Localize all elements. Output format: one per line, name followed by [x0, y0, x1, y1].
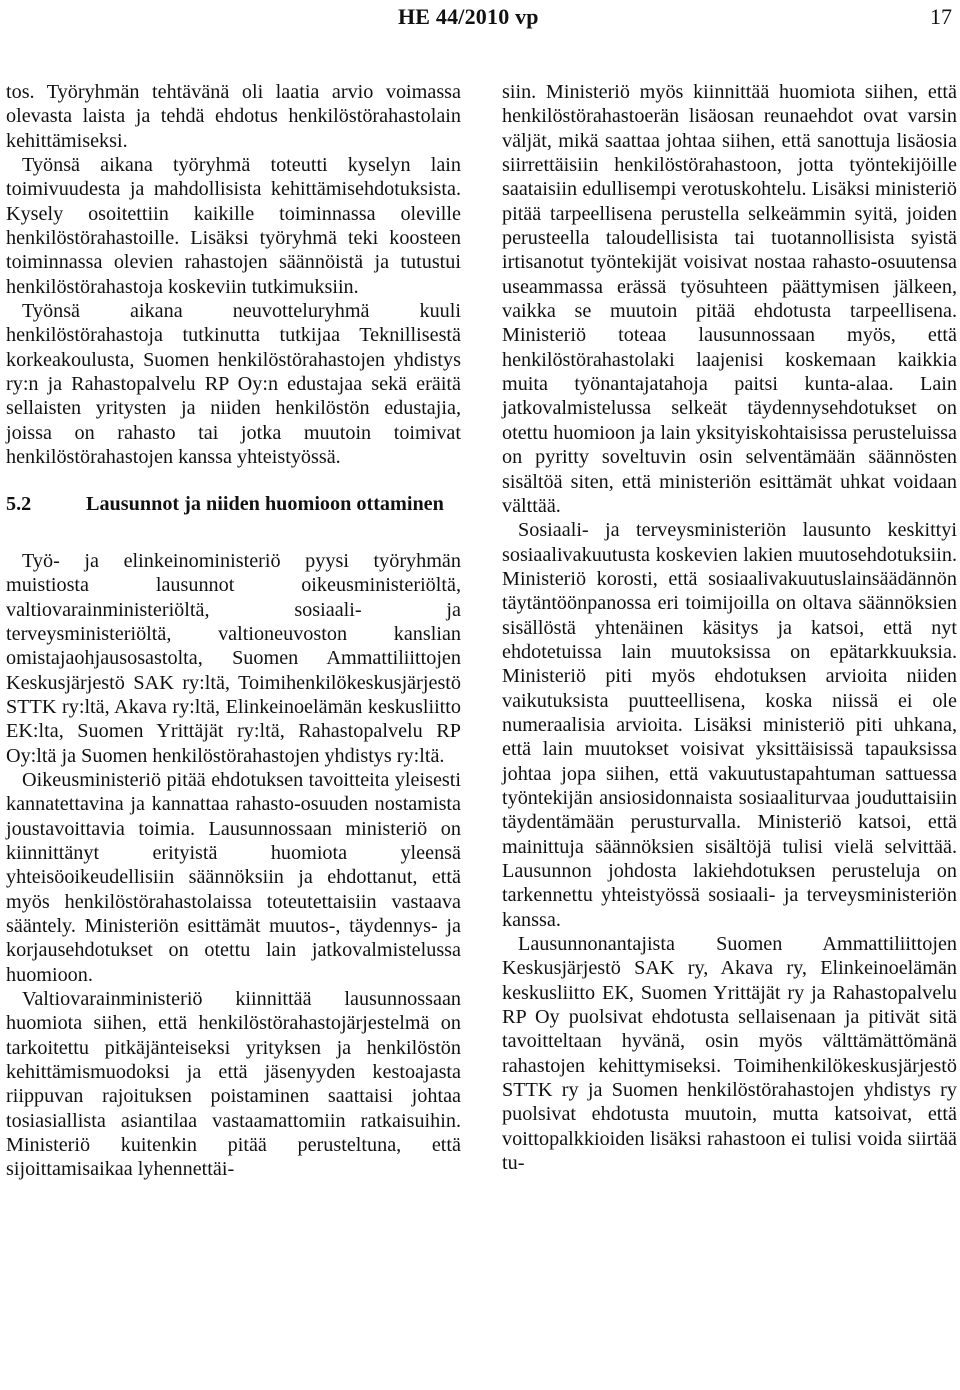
paragraph: Työ- ja elinkeinoministeriö pyysi työryhmän muistiosta lausunnot oikeusministeriöltä, valtiovarainministeriöltä, sosiaali- ja terveysministeriöltä, valtioneuvoston kanslian omistajaohjausosastolta, Suomen Ammattiliittojen Keskusjärjestö SAK ry:ltä, Toimihenkilökeskusjärjestö STTK ry:ltä, Akava ry:ltä, Elinkeinoelämän keskusliitto EK:lta, Suomen Yrittäjät ry:ltä, Rahastopalvelu RP Oy:ltä ja Suomen henkilöstörahastojen yhdistys ry:ltä.: [6, 549, 461, 767]
paragraph: Työnsä aikana neuvotteluryhmä kuuli henkilöstörahastoja tutkinutta tutkijaa Teknillisestä korkeakoulusta, Suomen henkilöstörahastojen yhdistys ry:n ja Rahastopalvelu RP Oy:n edustajaa sekä eräitä sellaisten yritysten ja niiden henkilöstön edustajia, joissa on rahasto tai jotka muutoin toimivat henkilöstörahastojen kanssa yhteistyössä.: [6, 300, 461, 469]
left-column: [6, 80, 461, 1182]
paragraph: Oikeusministeriö pitää ehdotuksen tavoitteita yleisesti kannatettavina ja kannattaa rahasto-osuuden nostamista joustavoittavia toimia. Lausunnossaan ministeriö on kiinnittänyt erityistä huomiota yleensä yhteisöoikeudellisiin säännöksiin ja ehdottanut, että myös henkilöstörahastolaissa toteutettaisiin vastaava sääntely. Ministeriön esittämät muutos-, täydennys- ja korjausehdotukset on otettu lain jatkovalmistelussa huomioon.: [6, 768, 461, 986]
section-heading: [6, 492, 461, 516]
page-header: [0, 0, 960, 40]
paragraph: Sosiaali- ja terveysministeriön lausunto keskittyi sosiaalivakuutusta koskevien lakien muutosehdotuksiin. Ministeriö korosti, että sosiaalivakuutuslainsäädännön täytäntöönpanossa eri toimijoilla on oltava säännöksien sisällöstä yhtenäinen käsitys ja katsoi, että nyt ehdotetuissa lain muutoksissa on epätarkkuuksia. Ministeriö piti myös ehdotuksen arvioita niiden vaikutuksista puutteellisena, koska niissä ei ole numeraalisia arvioita. Lisäksi ministeriö piti uhkana, että lain muutokset voisivat yksittäisissä tapauksissa johtaa jopa siihen, että vakuutustapahtuman sattuessa työntekijän ansiosidonnaista sosiaaliturvaa jouduttaisiin täydentämään perusturvalla. Ministeriö katsoi, että mainittuja säännöksien sisältöjä tulisi vielä selvittää. Lausunnon johdosta lakiehdotuksen perusteluja on tarkennettu yhteistyössä sosiaali- ja terveysministeriön kanssa.: [502, 519, 957, 931]
paragraph: siin. Ministeriö myös kiinnittää huomiota siihen, että henkilöstörahastoerän lisäosan reunaehdot ovat varsin väljät, mikä saattaa johtaa siihen, että sanottuja lisäosia siirrettäisiin henkilöstörahastoon, jotta työntekijöille saataisiin edullisempi verotuskohtelu. Lisäksi ministeriö pitää tarpeellisena perustella selkeämmin syitä, joiden perusteella taloudellisista tai tuotannollisista syistä irtisanotut työntekijät voisivat nostaa rahasto-osuutensa useammassa erässä työsuhteen päättymisen jälkeen, vaikka se muutoin pitää ehdotusta tarpeellisena. Ministeriö toteaa lausunnossaan myös, että henkilöstörahastolaki laajenisi koskemaan kaikkia muita työnantajatahoja paitsi kunta-alaa. Lain jatkovalmistelussa selkeät täydennysehdotukset on otettu huomioon ja lain yksityiskohtaisissa perusteluissa on pyritty soveltuvin osin selventämään säännösten sisältöä siten, että ministeriön esittämät uhkat voidaan välttää.: [502, 81, 957, 517]
paragraph: Valtiovarainministeriö kiinnittää lausunnossaan huomiota siihen, että henkilöstörahastojärjestelmä on tarkoitettu pitkäjänteiseksi yrityksen ja henkilöstön kehittämismuodoksi ja että jäsenyyden kestoajasta riippuvan rajoituksen poistaminen saattaisi johtaa tosiasiallista asiantilaa vastaamattomiin ratkaisuihin. Ministeriö kuitenkin pitää perusteltuna, että sijoittamisaikaa lyhennettäi-: [6, 988, 461, 1181]
section-number: 5.2: [6, 492, 32, 515]
paragraph: Työnsä aikana työryhmä toteutti kyselyn lain toimivuudesta ja mahdollisista kehittämisehdotuksista. Kysely osoitettiin kaikille toiminnassa oleville henkilöstörahastoille. Lisäksi työryhmä teki koosteen toiminnassa olevien rahastojen säännöistä ja tutustui henkilöstörahastoja koskeviin tutkimuksiin.: [6, 154, 461, 298]
right-column: [502, 80, 957, 1175]
paragraph: Lausunnonantajista Suomen Ammattiliittojen Keskusjärjestö SAK ry, Akava ry, Elinkeinoelämän keskusliitto EK, Suomen Yrittäjät ry ja Rahastopalvelu RP Oy puolsivat ehdotusta sellaisenaan ja pitivät sitä tavoitteltaan hyvänä, osin myös välttämättömänä rahastojen kehittymiseksi. Toimihenkilökeskusjärjestö STTK ry ja Suomen henkilöstörahastojen yhdistys ry puolsivat ehdotusta muutoin, mutta katsoivat, että voittopalkkioiden lisäksi rahastoon ei tulisi voida siirtää tu-: [502, 933, 957, 1175]
paragraph: tos. Työryhmän tehtävänä oli laatia arvio voimassa olevasta laista ja tehdä ehdotus henkilöstörahastolain kehittämiseksi.: [6, 81, 461, 152]
page-number: 17: [930, 4, 952, 29]
document-id: HE 44/2010 vp: [398, 4, 539, 29]
section-title: Lausunnot ja niiden huomioon ottaminen: [86, 492, 444, 515]
